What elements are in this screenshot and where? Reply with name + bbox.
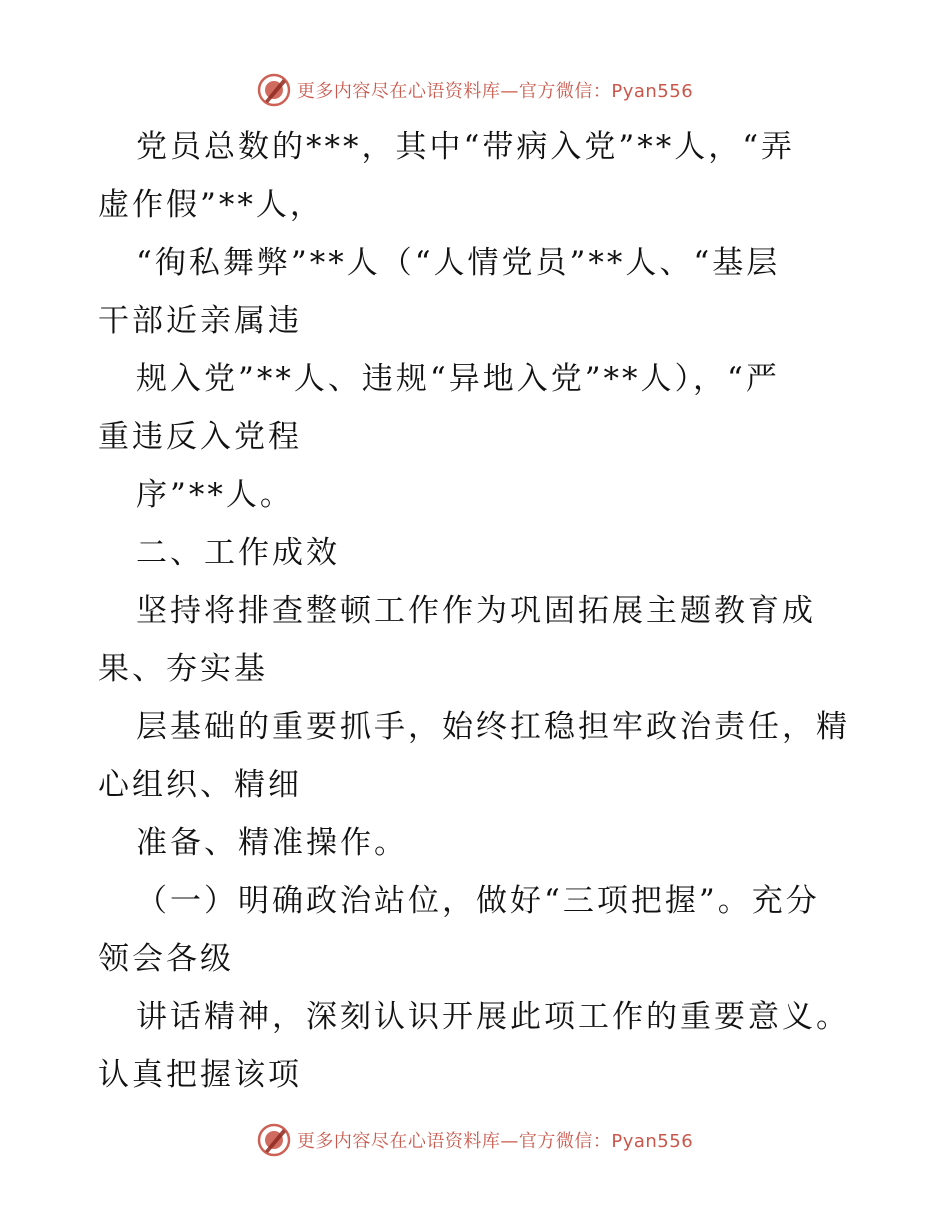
document-body: [98, 118, 858, 1104]
section-heading: 二、工作成效: [136, 535, 340, 571]
text-line: 干部近亲属违: [98, 303, 302, 339]
text-line: 果、夯实基: [98, 651, 268, 687]
text-line: 讲话精神，深刻认识开展此项工作的重要意义。: [136, 999, 850, 1035]
header-watermark: [0, 70, 950, 110]
text-line: 认真把握该项: [98, 1057, 302, 1093]
watermark-text: 更多内容尽在心语资料库—官方微信：Pyan556: [296, 81, 694, 102]
footer-watermark: [0, 1120, 950, 1160]
text-line: 心组织、精细: [98, 767, 302, 803]
text-line: “徇私舞弊”**人（“人情党员”**人、“基层: [136, 245, 781, 281]
text-line: 准备、精准操作。: [136, 825, 408, 861]
text-line: 层基础的重要抓手，始终扛稳担牢政治责任，精: [136, 709, 850, 745]
text-line: 重违反入党程: [98, 419, 302, 455]
watermark-text: 更多内容尽在心语资料库—官方微信：Pyan556: [296, 1131, 694, 1152]
text-line: 党员总数的***，其中“带病入党”**人，“弄: [136, 129, 796, 165]
text-line: 虚作假”**人，: [98, 187, 324, 223]
text-line: 规入党”**人、违规“异地入党”**人），“严: [136, 361, 780, 397]
text-line: 序”**人。: [136, 477, 294, 513]
text-line: 坚持将排查整顿工作作为巩固拓展主题教育成: [136, 593, 816, 629]
feather-seal-icon: [257, 1123, 291, 1157]
text-line: 领会各级: [98, 941, 234, 977]
subsection-heading: （一）明确政治站位，做好“三项把握”。充分: [136, 883, 820, 919]
feather-seal-icon: [257, 73, 291, 107]
